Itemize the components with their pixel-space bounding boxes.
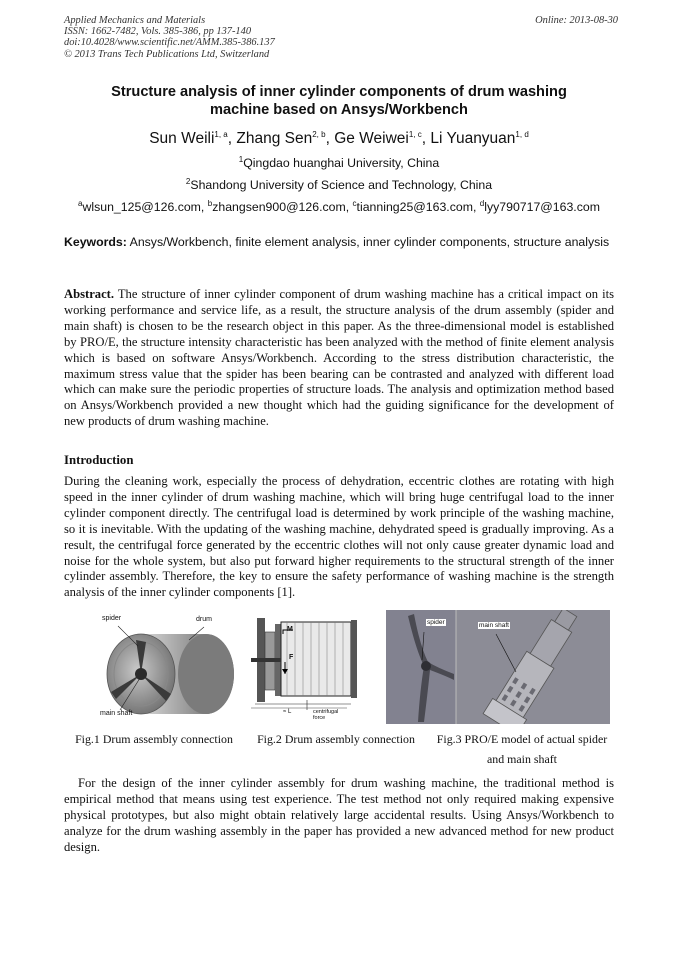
figure-3-caption: Fig.3 PRO/E model of actual spider and main shaft — [436, 732, 608, 766]
author-list: Sun Weili$^{1, a}$, Zhang Sen$^{2, b}$, Ge Weiwei$^{1, c}$, Li Yuanyuan$^{1, d}$ — [149, 129, 529, 147]
online-date: Online: 2013-08-30 — [535, 15, 618, 26]
paper-title: Structure analysis of inner cylinder components of drum washing machine based on Ansys/Workbench — [111, 84, 567, 118]
affiliation-1: $^1$Qingdao huanghai University, China — [238, 154, 440, 170]
introduction-paragraph: During the cleaning work, especially the process of dehydration, eccentric clothes are rotating with high speed in the inner cylinder of drum washing machine, which will bring huge centrifugal load to the inner cylinder component directly. The centrifugal load is determined by work principle of the washing machine, so it is inevitable. With the updating of the washing machine, dehydrated speed is gradually improving. As a result, the centrifugal force generated by the eccentric clothes will not only cause greater dynamic load and noise for the whole system, but also put forward higher requirements to the structural strength of the inner cylinder assembly. Therefore, the key to ensure the safety performance of washing machine is the strength analysis of the inner cylinder components [1]. — [64, 474, 614, 600]
author-name: Sun Weili — [149, 130, 215, 147]
label-l: ≈ L — [283, 709, 292, 715]
author-name: Ge Weiwei — [334, 130, 409, 147]
label-centrifugal-force: centrifugal force — [313, 709, 339, 721]
label-main-shaft: main shaft — [479, 622, 509, 629]
doi-line: doi:10.4028/www.scientific.net/AMM.385-386.137 — [64, 37, 275, 49]
author-name: Li Yuanyuan — [430, 130, 516, 147]
journal-name: Applied Mechanics and Materials — [64, 15, 206, 26]
label-spider: spider — [102, 615, 122, 622]
journal-header — [64, 15, 275, 60]
email-list: $^a$wlsun_125@126.com, $^b$zhangsen900@126.com, $^c$tianning25@163.com, $^d$lyy790717@163.com — [78, 198, 600, 214]
author-name: Zhang Sen — [236, 130, 313, 147]
copyright-line: © 2013 Trans Tech Publications Ltd, Switzerland — [64, 48, 270, 60]
label-spider: spider — [427, 619, 445, 626]
design-paragraph: For the design of the inner cylinder assembly for drum washing machine, the traditional method is empirical method that means using test experience. The test method not only required making expensive physical prototypes, but also might obtain relatively large accidental results. Using Ansys/Workbench to analyze for the drum washing assembly in the paper has provided a new advanced method for new product design. — [64, 776, 614, 854]
section-heading-introduction: Introduction — [64, 453, 134, 467]
issn-line: ISSN: 1662-7482, Vols. 385-386, pp 137-140 — [64, 26, 252, 38]
label-m: M — [287, 626, 293, 633]
figure-2-caption: Fig.2 Drum assembly connection — [257, 732, 415, 746]
abstract: Abstract. The structure of inner cylinder component of drum washing machine has a critical impact on its working performance and service life, as a result, the structure analysis of the drum assembly (spider and main shaft) is chosen to be the research object in this paper. As the three-dimensional model is established by PRO/E, the structure intensity characteristic has been analyzed with the method of finite element analysis which is based on software Ansys/Workbench. According to the stress distribution characteristic, the maximum stress value that the spider has been bearing can be contrasted and analyzed with different load which can make sure the periodic properties of structure loads. The analysis and optimization method based on Ansys/Workbench provided a new thought which had the guiding significance for the development of new products of drum washing machine. — [64, 287, 614, 429]
keywords: Keywords: Ansys/Workbench, finite element analysis, inner cylinder components, structure analysis — [64, 235, 610, 249]
label-f: F — [289, 654, 294, 661]
affiliation-2: $^2$Shandong University of Science and Technology, China — [185, 176, 493, 192]
figure-1-caption: Fig.1 Drum assembly connection — [75, 732, 233, 746]
figure-2-schematic — [247, 610, 367, 725]
label-drum: drum — [196, 616, 212, 623]
figure-3-proe-models — [386, 610, 610, 724]
label-main-shaft: main shaft — [100, 710, 133, 717]
figure-1-drum-assembly — [96, 612, 236, 722]
